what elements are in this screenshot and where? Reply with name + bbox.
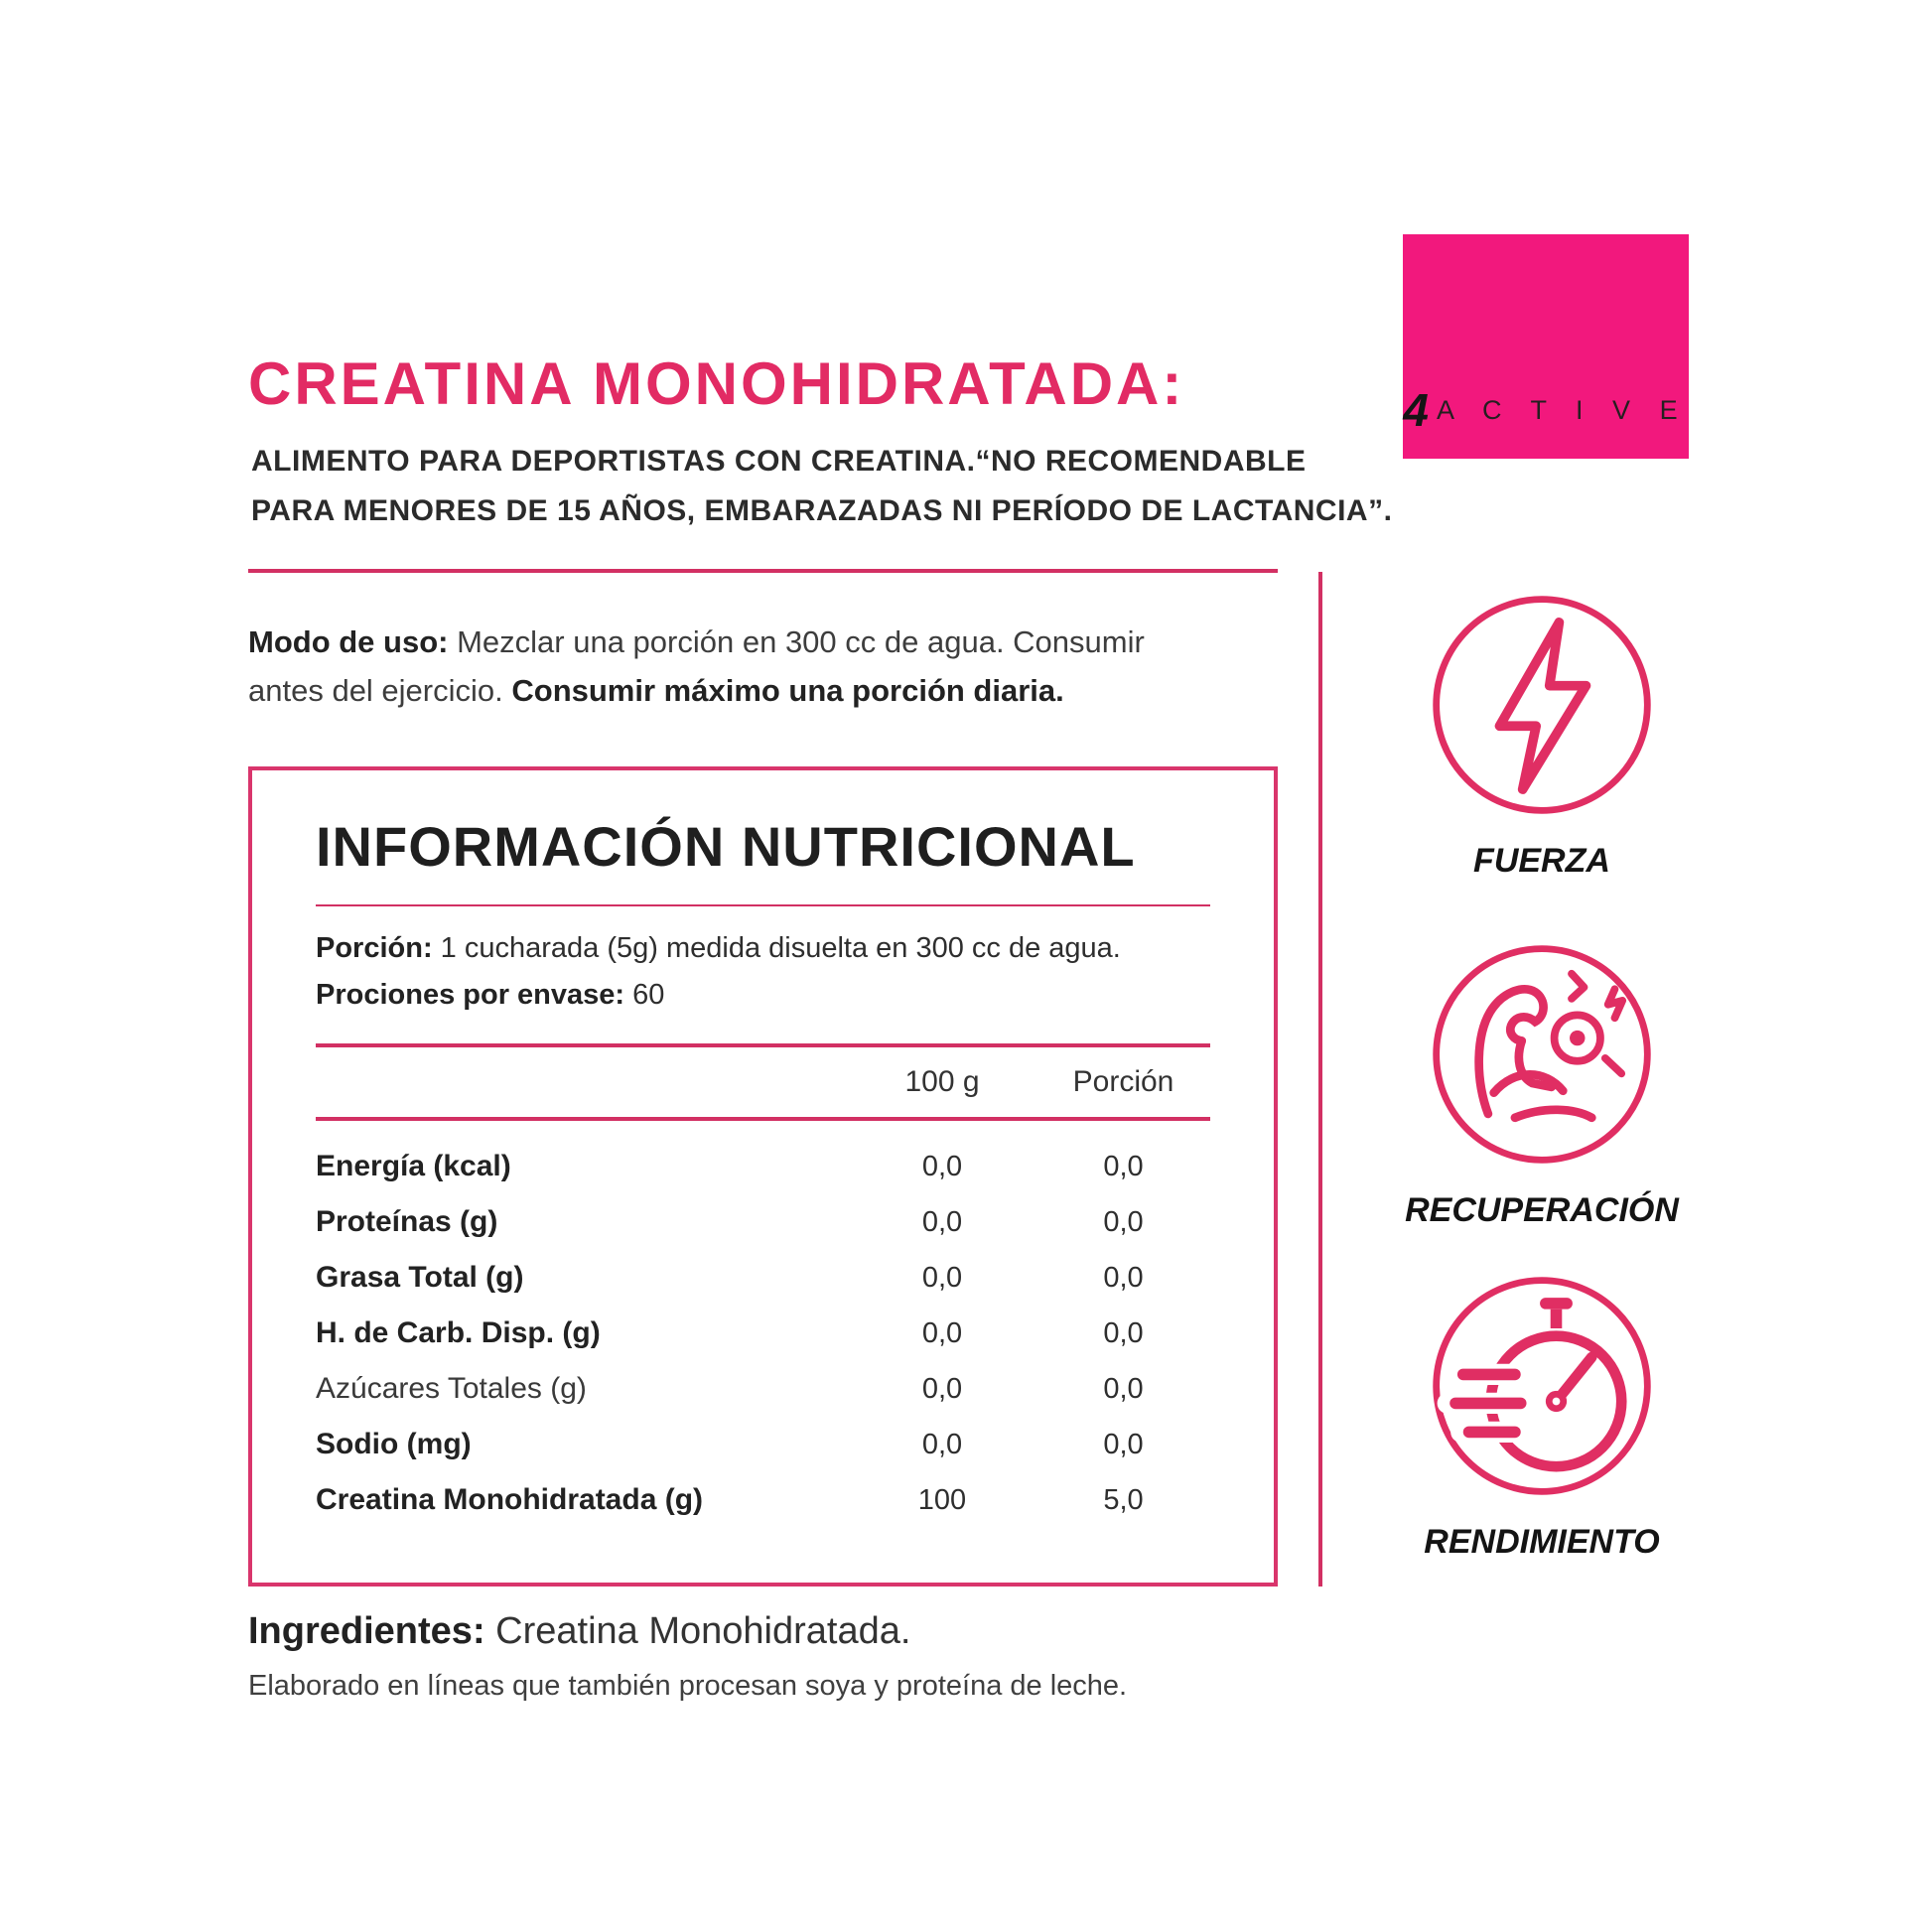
row-label: Grasa Total (g): [316, 1261, 524, 1294]
portion-info: [316, 932, 1210, 965]
muscle-icon: [1427, 939, 1657, 1170]
feature-label: RENDIMIENTO: [1424, 1523, 1660, 1561]
feature-label: RECUPERACIÓN: [1405, 1191, 1679, 1229]
row-label: Energía (kcal): [316, 1150, 511, 1182]
ingredients-label: Ingredientes:: [248, 1610, 485, 1652]
row-label: Sodio (mg): [316, 1428, 472, 1460]
row-label: Azúcares Totales (g): [316, 1372, 587, 1405]
nutrition-facts-box: [248, 766, 1278, 1587]
stopwatch-icon: [1427, 1271, 1657, 1501]
column-header-porcion: Porción: [1072, 1065, 1174, 1098]
servings-label: Prociones por envase:: [316, 979, 625, 1011]
nutrition-title: INFORMACIÓN NUTRICIONAL: [316, 815, 1136, 878]
logo-4-glyph: 4: [1403, 384, 1430, 436]
table-row: [316, 1472, 1210, 1528]
table-row: [316, 1361, 1210, 1417]
feature-rendimiento: [1411, 1271, 1673, 1562]
portion-value: 1 cucharada (5g) medida disuelta en 300 cc de agua.: [432, 932, 1121, 964]
row-value-100g: 0,0: [921, 1150, 963, 1182]
servings-value: 60: [624, 979, 665, 1011]
row-value-porcion: 0,0: [1103, 1150, 1144, 1182]
row-value-porcion: 0,0: [1103, 1261, 1144, 1294]
logo-wordmark: [1403, 384, 1689, 436]
usage-instructions: [248, 618, 1145, 715]
usage-text-2: antes del ejercicio.: [248, 673, 512, 708]
warning-line-2: PARA MENORES DE 15 AÑOS, EMBARAZADAS NI PERÍODO DE LACTANCIA”.: [251, 494, 1393, 527]
table-row: [316, 1306, 1210, 1361]
product-warning-text: [251, 437, 1392, 536]
row-value-porcion: 0,0: [1103, 1316, 1144, 1349]
table-column-headers: [316, 1047, 1210, 1117]
usage-text-1: Mezclar una porción en 300 cc de agua. Consumir: [448, 624, 1145, 659]
row-label: Creatina Monohidratada (g): [316, 1483, 704, 1516]
table-row: [316, 1250, 1210, 1306]
divider-line: [248, 569, 1278, 573]
allergen-note: Elaborado en líneas que también procesan soya y proteína de leche.: [248, 1670, 1128, 1702]
row-label: Proteínas (g): [316, 1205, 498, 1238]
vertical-divider: [1318, 572, 1322, 1587]
row-value-porcion: 0,0: [1103, 1372, 1144, 1405]
row-value-100g: 0,0: [921, 1205, 963, 1238]
feature-recuperacion: [1405, 939, 1679, 1230]
feature-fuerza: [1411, 590, 1673, 881]
ingredients-line: [248, 1610, 910, 1653]
feature-label: FUERZA: [1473, 842, 1610, 880]
table-row: [316, 1139, 1210, 1194]
row-value-100g: 0,0: [921, 1372, 963, 1405]
row-value-porcion: 0,0: [1103, 1428, 1144, 1460]
row-label: H. de Carb. Disp. (g): [316, 1316, 601, 1349]
portion-label: Porción:: [316, 932, 433, 964]
column-header-100g: 100 g: [904, 1065, 980, 1098]
table-rule-bottom: [316, 1117, 1210, 1121]
row-value-100g: 0,0: [921, 1261, 963, 1294]
row-value-porcion: 5,0: [1103, 1483, 1144, 1516]
row-value-100g: 0,0: [921, 1428, 963, 1460]
nutrition-table: [316, 1139, 1210, 1528]
page-title: CREATINA MONOHIDRATADA:: [248, 350, 1185, 417]
nutrition-title-rule: [316, 904, 1210, 906]
lightning-icon: [1427, 590, 1657, 820]
servings-info: [316, 979, 1210, 1012]
row-value-100g: 0,0: [921, 1316, 963, 1349]
usage-label: Modo de uso:: [248, 624, 449, 659]
table-row: [316, 1417, 1210, 1472]
brand-logo: [1403, 234, 1689, 459]
ingredients-value: Creatina Monohidratada.: [484, 1610, 911, 1652]
warning-line-1: ALIMENTO PARA DEPORTISTAS CON CREATINA.“NO RECOMENDABLE: [251, 445, 1307, 478]
table-row: [316, 1194, 1210, 1250]
row-value-porcion: 0,0: [1103, 1205, 1144, 1238]
usage-bold-note: Consumir máximo una porción diaria.: [511, 673, 1064, 708]
row-value-100g: 100: [917, 1483, 967, 1516]
logo-active-text: A C T I V E: [1437, 394, 1689, 425]
